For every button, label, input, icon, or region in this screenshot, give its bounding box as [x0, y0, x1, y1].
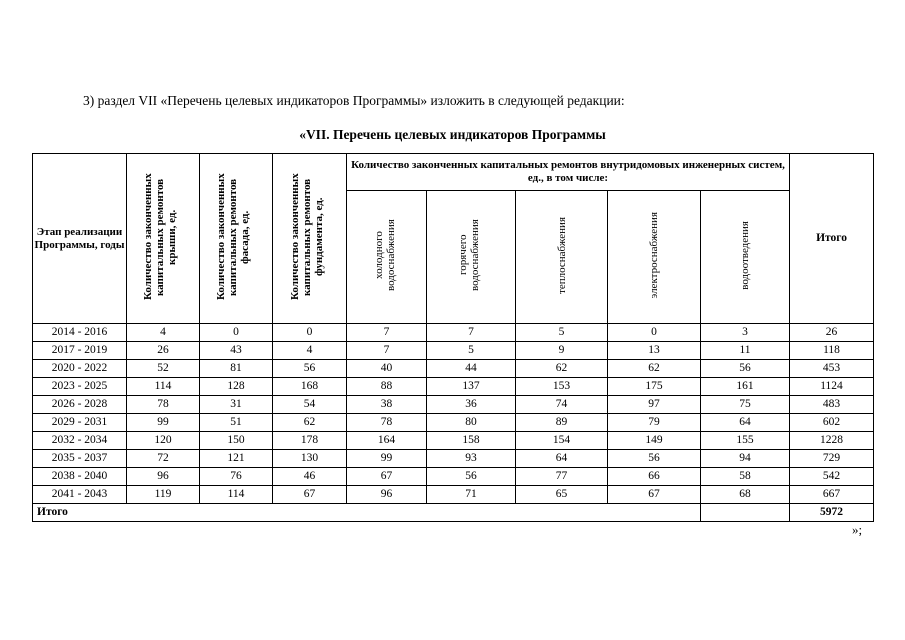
cell-drainage: 155 — [701, 432, 790, 450]
header-drainage — [701, 191, 790, 324]
table-row — [33, 360, 874, 378]
cell-heating: 153 — [516, 378, 608, 396]
table-row — [33, 378, 874, 396]
cell-facade: 150 — [200, 432, 273, 450]
cell-foundation: 67 — [273, 486, 347, 504]
cell-facade: 114 — [200, 486, 273, 504]
cell-drainage: 161 — [701, 378, 790, 396]
cell-stage: 2035 - 2037 — [33, 450, 127, 468]
cell-drainage: 64 — [701, 414, 790, 432]
cell-roof: 4 — [127, 324, 200, 342]
section-title: «VII. Перечень целевых индикаторов Программы — [299, 127, 606, 142]
table-row — [33, 432, 874, 450]
cell-foundation: 0 — [273, 324, 347, 342]
cell-roof: 114 — [127, 378, 200, 396]
cell-cold-water: 7 — [347, 342, 427, 360]
cell-foundation: 54 — [273, 396, 347, 414]
cell-cold-water: 67 — [347, 468, 427, 486]
header-total: Итого — [790, 154, 874, 324]
cell-cold-water: 88 — [347, 378, 427, 396]
cell-heating: 5 — [516, 324, 608, 342]
cell-heating: 62 — [516, 360, 608, 378]
table-row — [33, 342, 874, 360]
cell-total: 118 — [790, 342, 874, 360]
footer-total-label: Итого — [33, 504, 701, 522]
cell-hot-water: 5 — [427, 342, 516, 360]
cell-roof: 26 — [127, 342, 200, 360]
header-roof — [127, 154, 200, 324]
cell-heating: 74 — [516, 396, 608, 414]
cell-heating: 77 — [516, 468, 608, 486]
cell-electricity: 175 — [608, 378, 701, 396]
cell-heating: 65 — [516, 486, 608, 504]
cell-roof: 96 — [127, 468, 200, 486]
table-row — [33, 324, 874, 342]
cell-facade: 81 — [200, 360, 273, 378]
cell-electricity: 67 — [608, 486, 701, 504]
table-footer-row — [33, 504, 874, 522]
header-electricity — [608, 191, 701, 324]
cell-total: 542 — [790, 468, 874, 486]
cell-drainage: 58 — [701, 468, 790, 486]
cell-cold-water: 7 — [347, 324, 427, 342]
cell-electricity: 56 — [608, 450, 701, 468]
cell-stage: 2032 - 2034 — [33, 432, 127, 450]
header-stage: Этап реализации Программы, годы — [33, 154, 127, 324]
cell-stage: 2041 - 2043 — [33, 486, 127, 504]
cell-hot-water: 7 — [427, 324, 516, 342]
cell-facade: 76 — [200, 468, 273, 486]
header-heating — [516, 191, 608, 324]
cell-drainage: 68 — [701, 486, 790, 504]
cell-roof: 52 — [127, 360, 200, 378]
table-row — [33, 396, 874, 414]
cell-drainage: 75 — [701, 396, 790, 414]
cell-electricity: 62 — [608, 360, 701, 378]
cell-electricity: 0 — [608, 324, 701, 342]
cell-hot-water: 71 — [427, 486, 516, 504]
cell-stage: 2017 - 2019 — [33, 342, 127, 360]
cell-total: 1124 — [790, 378, 874, 396]
cell-stage: 2026 - 2028 — [33, 396, 127, 414]
cell-hot-water: 137 — [427, 378, 516, 396]
table-row — [33, 468, 874, 486]
closing-quote: »; — [852, 522, 863, 537]
cell-cold-water: 40 — [347, 360, 427, 378]
cell-total: 667 — [790, 486, 874, 504]
cell-heating: 64 — [516, 450, 608, 468]
cell-facade: 0 — [200, 324, 273, 342]
cell-heating: 9 — [516, 342, 608, 360]
cell-electricity: 149 — [608, 432, 701, 450]
cell-drainage: 11 — [701, 342, 790, 360]
cell-stage: 2038 - 2040 — [33, 468, 127, 486]
header-electricity-label: электроснабжения — [648, 211, 660, 299]
cell-stage: 2023 - 2025 — [33, 378, 127, 396]
cell-electricity: 97 — [608, 396, 701, 414]
cell-roof: 72 — [127, 450, 200, 468]
cell-total: 729 — [790, 450, 874, 468]
header-cold-water-label: холодного водоснабжения — [372, 219, 397, 291]
cell-drainage: 94 — [701, 450, 790, 468]
cell-total: 1228 — [790, 432, 874, 450]
cell-roof: 119 — [127, 486, 200, 504]
cell-cold-water: 38 — [347, 396, 427, 414]
cell-foundation: 168 — [273, 378, 347, 396]
cell-stage: 2020 - 2022 — [33, 360, 127, 378]
table-body — [33, 324, 874, 504]
cell-total: 483 — [790, 396, 874, 414]
cell-stage: 2014 - 2016 — [33, 324, 127, 342]
cell-cold-water: 96 — [347, 486, 427, 504]
cell-hot-water: 56 — [427, 468, 516, 486]
footer-total-value: 5972 — [790, 504, 874, 522]
header-heating-label: теплоснабжения — [555, 216, 568, 294]
cell-facade: 43 — [200, 342, 273, 360]
cell-foundation: 4 — [273, 342, 347, 360]
cell-total: 26 — [790, 324, 874, 342]
header-cold-water — [347, 191, 427, 324]
cell-heating: 154 — [516, 432, 608, 450]
cell-cold-water: 99 — [347, 450, 427, 468]
cell-total: 602 — [790, 414, 874, 432]
header-systems-group: Количество законченных капитальных ремонтов внутридомовых инженерных систем, ед., в том числе: — [347, 154, 790, 191]
table-row — [33, 450, 874, 468]
header-hot-water-label: горячего водоснабжения — [457, 219, 481, 291]
cell-hot-water: 44 — [427, 360, 516, 378]
cell-hot-water: 158 — [427, 432, 516, 450]
header-roof-label: Количество законченных капитальных ремонтов крыши, ед. — [142, 173, 178, 300]
cell-cold-water: 164 — [347, 432, 427, 450]
cell-hot-water: 36 — [427, 396, 516, 414]
table-row — [33, 414, 874, 432]
cell-roof: 99 — [127, 414, 200, 432]
header-foundation-label: Количество законченных капитальных ремонтов фундамента, ед. — [288, 173, 325, 300]
cell-hot-water: 80 — [427, 414, 516, 432]
cell-facade: 51 — [200, 414, 273, 432]
cell-foundation: 46 — [273, 468, 347, 486]
cell-foundation: 130 — [273, 450, 347, 468]
cell-total: 453 — [790, 360, 874, 378]
cell-facade: 128 — [200, 378, 273, 396]
intro-paragraph: 3) раздел VII «Перечень целевых индикаторов Программы» изложить в следующей редакции: — [83, 93, 625, 108]
cell-stage: 2029 - 2031 — [33, 414, 127, 432]
cell-electricity: 79 — [608, 414, 701, 432]
cell-foundation: 56 — [273, 360, 347, 378]
cell-drainage: 3 — [701, 324, 790, 342]
header-drainage-label: водоотведения — [739, 220, 752, 290]
indicators-table — [32, 153, 874, 522]
cell-heating: 89 — [516, 414, 608, 432]
cell-foundation: 62 — [273, 414, 347, 432]
cell-drainage: 56 — [701, 360, 790, 378]
header-foundation — [273, 154, 347, 324]
header-hot-water — [427, 191, 516, 324]
cell-electricity: 13 — [608, 342, 701, 360]
cell-cold-water: 78 — [347, 414, 427, 432]
cell-roof: 120 — [127, 432, 200, 450]
cell-roof: 78 — [127, 396, 200, 414]
cell-electricity: 66 — [608, 468, 701, 486]
table-header-row — [33, 154, 874, 191]
cell-facade: 31 — [200, 396, 273, 414]
footer-empty-cell — [701, 504, 790, 522]
table-row — [33, 486, 874, 504]
header-facade — [200, 154, 273, 324]
header-facade-label: Количество законченных капитальных ремонтов фасада, ед. — [215, 173, 251, 300]
cell-foundation: 178 — [273, 432, 347, 450]
cell-hot-water: 93 — [427, 450, 516, 468]
cell-facade: 121 — [200, 450, 273, 468]
